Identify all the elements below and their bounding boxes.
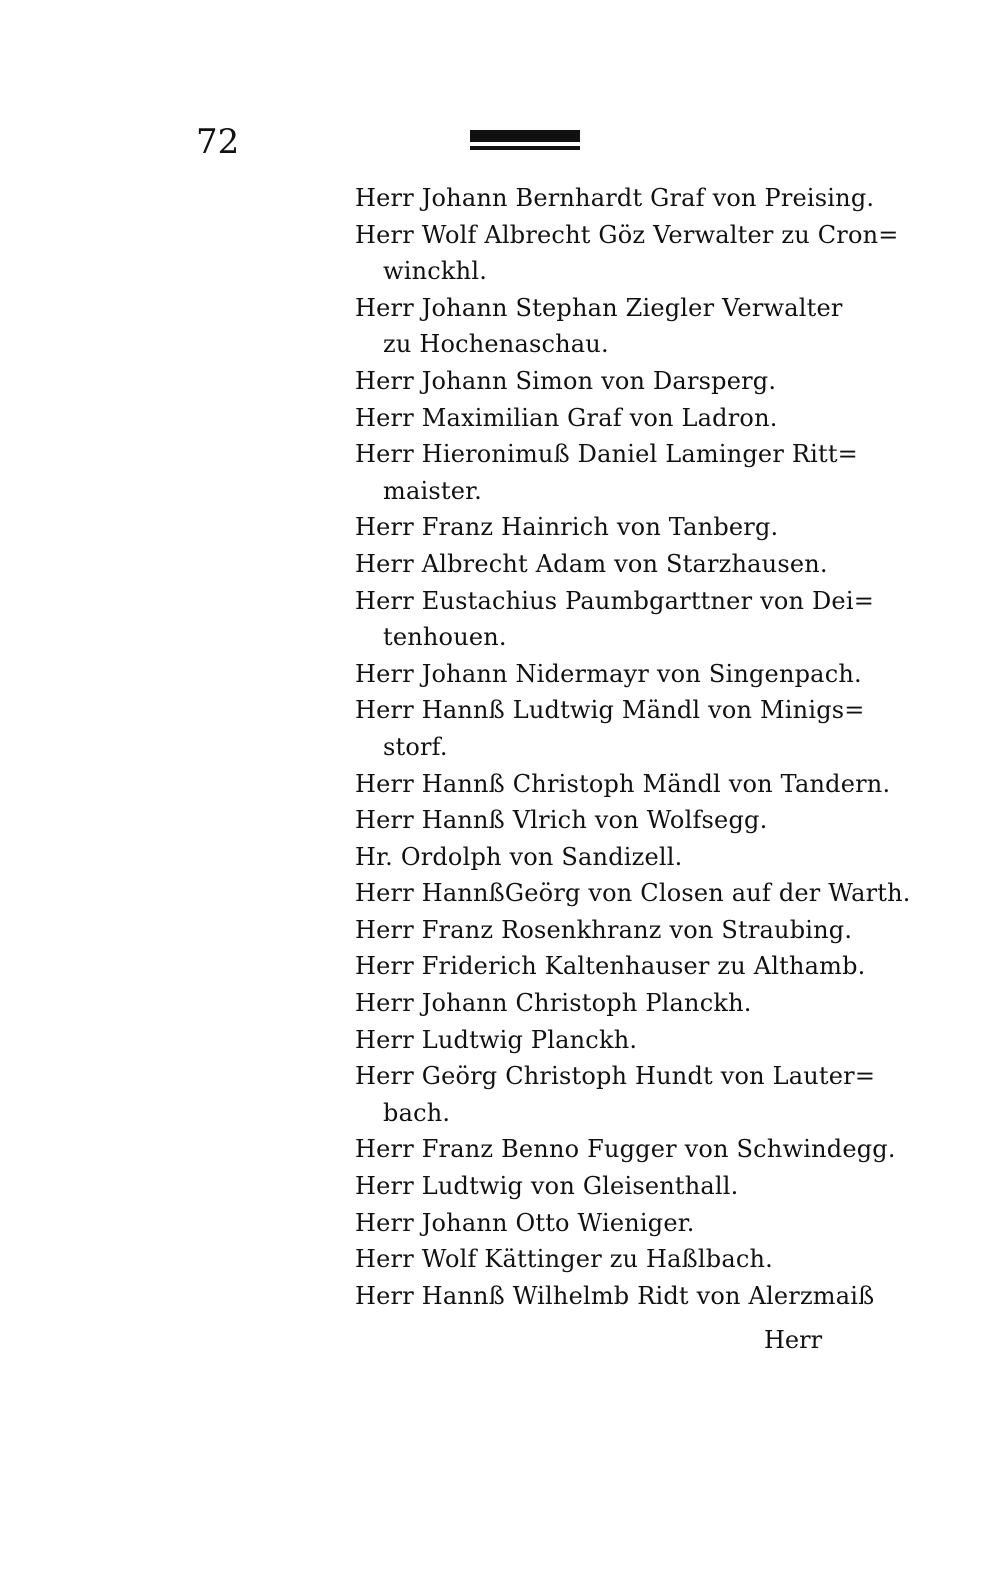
entry-line: Herr Hannß Christoph Mändl von Tandern. (355, 769, 891, 798)
list-item (355, 766, 891, 803)
list-item (355, 436, 875, 509)
entry-line: Hr. Ordolph von Sandizell. (355, 842, 683, 871)
list-item (355, 1205, 875, 1242)
entry-line: Herr Johann Christoph Planckh. (355, 989, 752, 1018)
catchword: Herr (764, 1326, 823, 1354)
entry-continuation: storf. (383, 732, 448, 761)
list-item (355, 290, 875, 363)
entry-line: Herr Johann Nidermayr von Singenpach. (355, 659, 862, 688)
entry-continuation: maister. (383, 476, 482, 505)
header-rule-thick (470, 130, 580, 142)
entry-line: Herr Geörg Christoph Hundt von Lauter= (355, 1062, 876, 1091)
entry-line: Herr Franz Rosenkhranz von Straubing. (355, 915, 853, 944)
list-item (355, 875, 911, 912)
entry-line: Herr Wolf Kättinger zu Haßlbach. (355, 1245, 773, 1274)
entry-line: Herr Franz Hainrich von Tanberg. (355, 513, 779, 542)
list-item (355, 400, 875, 437)
entry-continuation: tenhouen. (383, 623, 507, 652)
entry-line: Herr Maximilian Graf von Ladron. (355, 403, 778, 432)
entry-line: Herr Johann Otto Wieniger. (355, 1208, 695, 1237)
list-item (355, 1022, 875, 1059)
entry-line: Herr Eustachius Paumbgarttner von Dei= (355, 586, 875, 615)
entry-line: Herr Hieronimuß Daniel Laminger Ritt= (355, 440, 858, 469)
list-item (355, 180, 875, 217)
list-item (355, 948, 875, 985)
entry-line: Herr Johann Bernhardt Graf von Preising. (355, 184, 875, 212)
list-item (355, 692, 875, 765)
list-item (355, 839, 875, 876)
list-item (355, 802, 875, 839)
list-item (355, 985, 875, 1022)
list-item (355, 217, 899, 290)
entry-line: Herr Ludtwig Planckh. (355, 1025, 638, 1054)
entry-line: Herr Wolf Albrecht Göz Verwalter zu Cron= (355, 220, 899, 249)
list-item (355, 363, 875, 400)
entry-continuation: zu Hochenaschau. (383, 330, 609, 359)
list-item (355, 1241, 875, 1278)
page-number: 72 (196, 122, 240, 162)
list-item (355, 509, 875, 546)
list-item (355, 546, 875, 583)
entry-line: Herr Ludtwig von Gleisenthall. (355, 1172, 739, 1201)
entry-line: Herr Franz Benno Fugger von Schwindegg. (355, 1135, 896, 1164)
list-item (355, 1058, 875, 1131)
entry-continuation: winckhl. (383, 257, 488, 286)
name-list (355, 180, 911, 1314)
list-item (355, 583, 875, 656)
header-rule (470, 130, 580, 156)
entry-line: Herr Hannß Ludtwig Mändl von Minigs= (355, 696, 865, 725)
entry-line: Herr Johann Stephan Ziegler Verwalter (355, 293, 843, 322)
list-item (355, 1168, 875, 1205)
entry-line: Herr Hannß Wilhelmb Ridt von Alerzmaiß (355, 1281, 875, 1310)
list-item (355, 912, 875, 949)
header-rule-thin (470, 146, 580, 150)
entry-line: Herr Friderich Kaltenhauser zu Althamb. (355, 952, 866, 981)
list-item (355, 656, 875, 693)
entry-line: Herr Johann Simon von Darsperg. (355, 366, 777, 395)
list-item (355, 1278, 875, 1315)
entry-line: Herr HannßGeörg von Closen auf der Warth. (355, 879, 911, 908)
entry-line: Herr Albrecht Adam von Starzhausen. (355, 549, 828, 578)
entry-continuation: bach. (383, 1098, 451, 1127)
entry-line: Herr Hannß Vlrich von Wolfsegg. (355, 806, 768, 835)
list-item (355, 1131, 896, 1168)
